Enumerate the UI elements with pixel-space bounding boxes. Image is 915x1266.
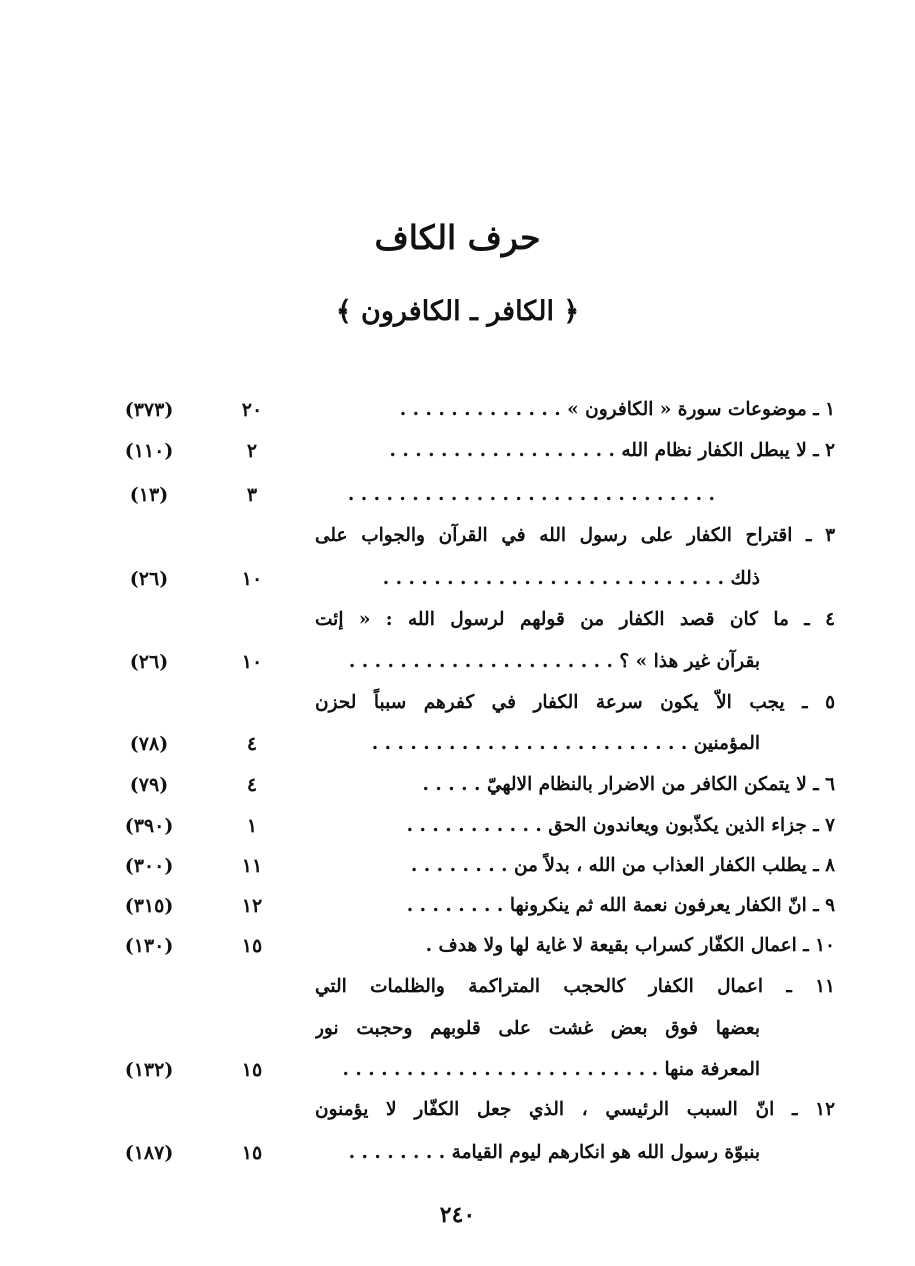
entry-text: بقرآن غير هذا » ؟ . . . . . . . . . . . . . . . . . . . . . (348, 651, 760, 672)
entry-text: بعضها فوق بعض غشت على قلوبهم وحجبت نور (315, 1018, 760, 1039)
entry-reference: (٣٠٠) (124, 855, 174, 877)
entry-number: ٢ (246, 440, 258, 462)
entry-number: ١٠ (241, 568, 263, 590)
entry-reference: (٣٩٠) (124, 815, 174, 837)
entry-number: ١٠ (241, 651, 263, 673)
entry-line (0, 1136, 915, 1170)
entry-line (0, 603, 915, 637)
entry-line (0, 889, 915, 923)
entry-number: ٣ (246, 484, 258, 506)
entry-reference: (٧٨) (129, 733, 169, 755)
entry-text: ٤ ـ ما كان قصد الكفار من قولهم لرسول الله : « إئت (315, 609, 835, 630)
entry-number: ٤ (246, 733, 258, 755)
entry-line (0, 768, 915, 802)
entry-text: بنبوّة رسول الله هو انكارهم ليوم القيامة . . . . . . . . (348, 1142, 760, 1163)
entry-line (0, 393, 915, 427)
entry-text: ٦ ـ لا يتمكن الكافر من الاضرار بالنظام الالهيّ . . . . . (422, 774, 835, 795)
entry-text: ٧ ـ جزاء الذين يكذّبون ويعاندون الحق . . . . . . . . . . . (406, 815, 835, 836)
entry-reference: (١٨٧) (124, 1142, 174, 1164)
entry-reference: (١٣٢) (124, 1059, 174, 1081)
page-number: ٢٤٠ (439, 1202, 476, 1228)
entry-text: ١١ ـ اعمال الكفار كالحجب المتراكمة والظلمات التي (315, 976, 835, 997)
entry-text: المعرفة منها . . . . . . . . . . . . . . . . . . . . . . . . . (342, 1059, 760, 1080)
entry-reference: (١٣٠) (124, 935, 174, 957)
entry-number: ١٥ (241, 1142, 263, 1164)
entry-line (0, 1012, 915, 1046)
entry-line (0, 970, 915, 1004)
entry-line (0, 434, 915, 468)
entry-line (0, 519, 915, 553)
entry-number: ٤ (246, 774, 258, 796)
entry-reference: (١١٠) (124, 440, 174, 462)
entry-text: ٩ ـ انّ الكفار يعرفون نعمة الله ثم ينكرونها . . . . . . . . (406, 895, 835, 916)
entry-line (0, 809, 915, 843)
entry-text: ٢ ـ لا يبطل الكفار نظام الله . . . . . . . . . . . . . . . . . . (389, 440, 835, 461)
entry-reference: (٢٦) (129, 568, 169, 590)
entry-text: ٥ ـ يجب الاّ يكون سرعة الكفار في كفرهم سبباً لحزن (315, 692, 835, 713)
entry-text: . . . . . . . . . . . . . . . . . . . . . . . . . . . . . (347, 484, 715, 505)
entry-text: ذلك . . . . . . . . . . . . . . . . . . . . . . . . . . . (382, 568, 760, 589)
entry-number: ١٢ (241, 895, 263, 917)
entry-number: ١٥ (241, 1059, 263, 1081)
entry-line (0, 929, 915, 963)
entry-line (0, 645, 915, 679)
entry-reference: (٣٧٣) (124, 399, 174, 421)
entry-number: ٢٠ (241, 399, 263, 421)
entry-text: ١٠ ـ اعمال الكفّار كسراب بقيعة لا غاية لها ولا هدف . (425, 935, 835, 956)
entry-reference: (٣١٥) (124, 895, 174, 917)
entry-text: المؤمنين . . . . . . . . . . . . . . . . . . . . . . . . . (371, 733, 760, 754)
entry-line (0, 1093, 915, 1127)
entry-text: ٨ ـ يطلب الكفار العذاب من الله ، بدلاً من . . . . . . . . (410, 855, 835, 876)
entry-line (0, 849, 915, 883)
entry-reference: (١٣) (129, 484, 169, 506)
page-title: حرف الكاف (374, 218, 541, 257)
entry-number: ١ (246, 815, 258, 837)
section-title: ﴿ الكافر ـ الكافرون ﴾ (335, 296, 580, 327)
entry-number: ١١ (241, 855, 263, 877)
entry-text: ١٢ ـ انّ السبب الرئيسي ، الذي جعل الكفّار لا يؤمنون (315, 1099, 835, 1120)
entry-reference: (٧٩) (129, 774, 169, 796)
entry-line (0, 562, 915, 596)
entry-line (0, 478, 915, 512)
entry-number: ١٥ (241, 935, 263, 957)
entry-line (0, 727, 915, 761)
entry-reference: (٢٦) (129, 651, 169, 673)
entry-line (0, 686, 915, 720)
entry-text: ١ ـ موضوعات سورة « الكافرون » . . . . . . . . . . . . . (399, 399, 835, 420)
entry-text: ٣ ـ اقتراح الكفار على رسول الله في القرآن والجواب على (315, 525, 835, 546)
entry-line (0, 1053, 915, 1087)
